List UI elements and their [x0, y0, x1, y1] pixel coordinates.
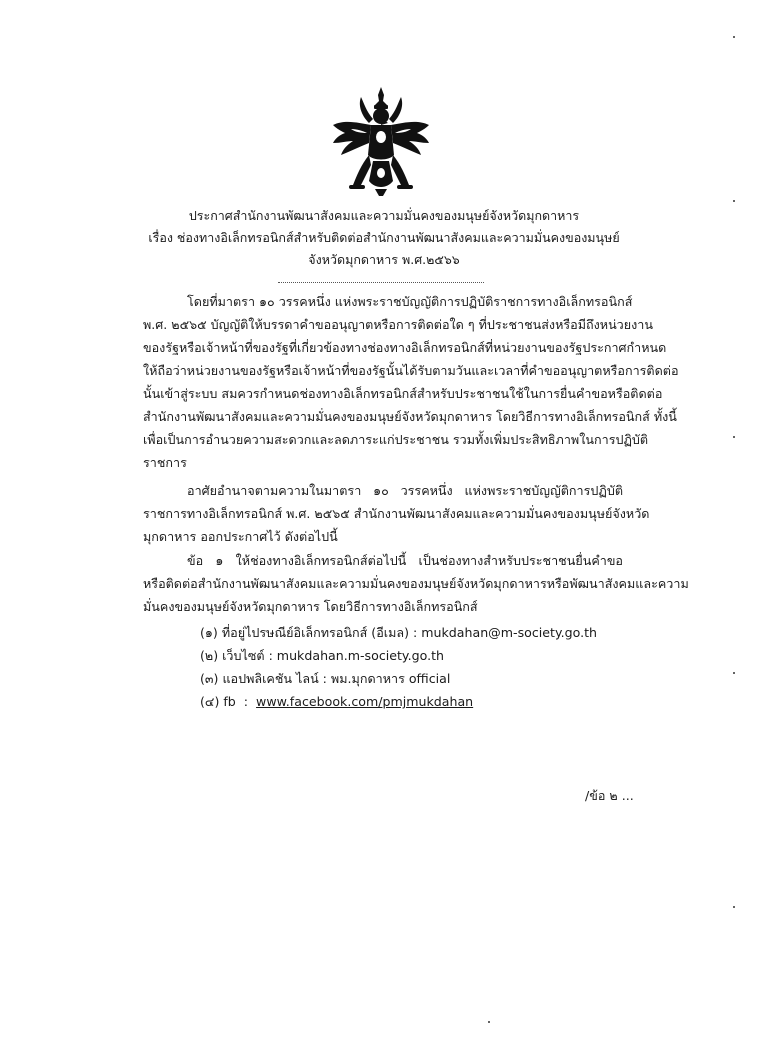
facebook-link[interactable]: www.facebook.com/pmjmukdahan — [256, 694, 474, 709]
paragraph-preamble — [143, 290, 679, 474]
scan-speck — [488, 1021, 490, 1023]
scan-speck — [733, 36, 735, 38]
heading-divider — [278, 282, 484, 283]
channel-email: (๑) ที่อยู่ไปรษณีย์อิเล็กทรอนิกส์ (อีเมล) : mukdahan@m-society.go.th — [200, 625, 598, 640]
announcement-subject: เรื่อง ช่องทางอิเล็กทรอนิกส์สำหรับติดต่อสำนักงานพัฒนาสังคมและความมั่นคงของมนุษย์ — [148, 230, 620, 245]
channel-facebook — [200, 690, 597, 713]
text-line: ของรัฐหรือเจ้าหน้าที่ของรัฐที่เกี่ยวข้องทางช่องทางอิเล็กทรอนิกส์ที่หน่วยงานของรัฐประกาศกำหนด — [143, 340, 667, 355]
scan-speck — [733, 200, 735, 202]
paragraph-authority — [143, 479, 650, 548]
text-line: หรือติดต่อสำนักงานพัฒนาสังคมและความมั่นคงของมนุษย์จังหวัดมุกดาหารหรือพัฒนาสังคมและความ — [143, 576, 689, 591]
text-line: อาศัยอำนาจตามความในมาตรา ๑๐ วรรคหนึ่ง แห่งพระราชบัญญัติการปฏิบัติ — [187, 483, 623, 498]
scan-speck — [733, 436, 735, 438]
text-line: สำนักงานพัฒนาสังคมและความมั่นคงของมนุษย์จังหวัดมุกดาหาร โดยวิธีการทางอิเล็กทรอนิกส์ ทั้งนี้ — [143, 409, 677, 424]
text-line: มุกดาหาร ออกประกาศไว้ ดังต่อไปนี้ — [143, 529, 338, 544]
garuda-emblem-icon — [331, 85, 431, 197]
announcement-title: ประกาศสำนักงานพัฒนาสังคมและความมั่นคงของมนุษย์จังหวัดมุกดาหาร — [188, 208, 580, 223]
channel-website: (๒) เว็บไซต์ : mukdahan.m-society.go.th — [200, 648, 444, 663]
text-line: ราชการ — [143, 455, 187, 470]
text-line: ให้ถือว่าหน่วยงานของรัฐหรือเจ้าหน้าที่ของรัฐนั้นได้รับตามวันและเวลาที่คำขออนุญาตหรือการติดต่อ — [143, 363, 679, 378]
text-line: ราชการทางอิเล็กทรอนิกส์ พ.ศ. ๒๕๖๕ สำนักงานพัฒนาสังคมและความมั่นคงของมนุษย์จังหวัด — [143, 506, 650, 521]
channel-line-app: (๓) แอปพลิเคชัน ไลน์ : พม.มุกดาหาร official — [200, 671, 451, 686]
next-page-reference: /ข้อ ๒ ... — [585, 788, 634, 803]
text-line: นั้นเข้าสู่ระบบ สมควรกำหนดช่องทางอิเล็กทรอนิกส์สำหรับประชาชนใช้ในการยื่นคำขอหรือติดต่อ — [143, 386, 663, 401]
text-line: โดยที่มาตรา ๑๐ วรรคหนึ่ง แห่งพระราชบัญญัติการปฏิบัติราชการทางอิเล็กทรอนิกส์ — [187, 294, 633, 309]
text-line: ข้อ ๑ ให้ช่องทางอิเล็กทรอนิกส์ต่อไปนี้ เป็นช่องทางสำหรับประชาชนยื่นคำขอ — [187, 553, 623, 568]
paragraph-clause-1 — [143, 549, 689, 618]
scan-speck — [733, 906, 735, 908]
scan-speck — [733, 672, 735, 674]
text-line: เพื่อเป็นการอำนวยความสะดวกและลดภาระแก่ประชาชน รวมทั้งเพิ่มประสิทธิภาพในการปฏิบัติ — [143, 432, 649, 447]
channel-list — [200, 621, 597, 713]
text-line: พ.ศ. ๒๕๖๕ บัญญัติให้บรรดาคำขออนุญาตหรือการติดต่อใด ๆ ที่ประชาชนส่งหรือมีถึงหน่วยงาน — [143, 317, 653, 332]
text-line: มั่นคงของมนุษย์จังหวัดมุกดาหาร โดยวิธีการทางอิเล็กทรอนิกส์ — [143, 599, 478, 614]
facebook-prefix: (๔) fb : — [200, 694, 257, 709]
announcement-province-year: จังหวัดมุกดาหาร พ.ศ.๒๕๖๖ — [308, 252, 460, 267]
